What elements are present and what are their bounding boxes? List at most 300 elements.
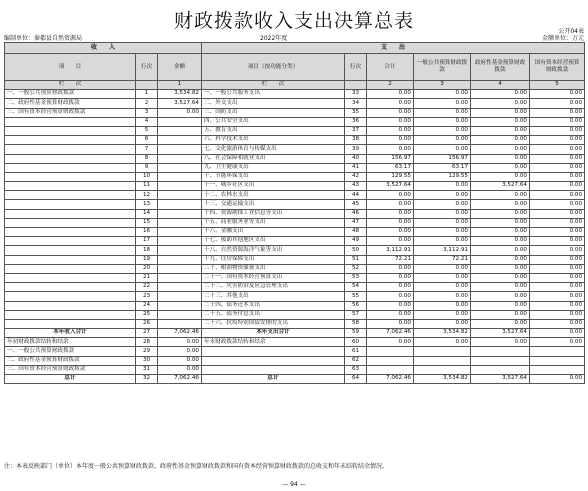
total-cell: 0.00 xyxy=(367,264,414,273)
income-amount-cell xyxy=(158,163,202,172)
header-expense: 支 出 xyxy=(202,43,585,54)
general-budget-cell: 0.00 xyxy=(414,117,471,126)
general-budget-cell: 0.00 xyxy=(414,264,471,273)
income-row-no-cell: 3 xyxy=(136,108,158,117)
expense-row-no-cell: 60 xyxy=(345,338,367,347)
state-capital-cell: 0.00 xyxy=(530,228,585,237)
header-income: 收 入 xyxy=(5,43,202,54)
table-row xyxy=(5,182,585,191)
state-capital-cell: 0.00 xyxy=(530,237,585,246)
state-capital-cell: 0.00 xyxy=(530,163,585,172)
fund-budget-cell: 0.00 xyxy=(471,292,530,301)
income-row-no-cell: 30 xyxy=(136,356,158,365)
expense-row-no-cell: 56 xyxy=(345,301,367,310)
income-amount-cell xyxy=(158,228,202,237)
fund-budget-cell xyxy=(471,347,530,356)
total-cell: 0.00 xyxy=(367,292,414,301)
expense-item-cell: 十三、交通运输支出 xyxy=(202,200,345,209)
table-row xyxy=(5,172,585,181)
fund-budget-cell: 0.00 xyxy=(471,191,530,200)
income-item-cell xyxy=(5,209,136,218)
table-row xyxy=(5,347,585,356)
income-item-cell xyxy=(5,292,136,301)
expense-row-no-cell: 43 xyxy=(345,182,367,191)
fund-budget-cell: 3,527.64 xyxy=(471,375,530,384)
state-capital-cell: 0.00 xyxy=(530,310,585,319)
expense-row-no-cell: 51 xyxy=(345,255,367,264)
total-cell: 0.00 xyxy=(367,117,414,126)
expense-item-cell: 十六、金融支出 xyxy=(202,228,345,237)
income-amount-cell xyxy=(158,246,202,255)
income-row-no-cell: 31 xyxy=(136,365,158,374)
general-budget-cell xyxy=(414,356,471,365)
income-item-cell: 三、国有资本经营预算财政拨款 xyxy=(5,365,136,374)
general-budget-cell: 0.00 xyxy=(414,292,471,301)
expense-row-no-cell: 38 xyxy=(345,136,367,145)
state-capital-cell: 0.00 xyxy=(530,264,585,273)
income-row-no-cell: 24 xyxy=(136,301,158,310)
income-amount-cell xyxy=(158,283,202,292)
expense-row-no-cell: 46 xyxy=(345,209,367,218)
fund-budget-cell: 0.00 xyxy=(471,246,530,255)
state-capital-cell: 0.00 xyxy=(530,108,585,117)
general-budget-cell: 0.00 xyxy=(414,310,471,319)
expense-item-cell: 十八、自然资源海洋气象等支出 xyxy=(202,246,345,255)
state-capital-cell: 0.00 xyxy=(530,200,585,209)
state-capital-cell: 0.00 xyxy=(530,209,585,218)
income-row-no-cell: 9 xyxy=(136,163,158,172)
state-capital-cell: 0.00 xyxy=(530,273,585,282)
total-cell: 72.21 xyxy=(367,255,414,264)
expense-row-no-cell: 52 xyxy=(345,264,367,273)
expense-item-cell: 二、外交支出 xyxy=(202,99,345,108)
income-amount-cell xyxy=(158,145,202,154)
income-amount-cell: 3,527.64 xyxy=(158,99,202,108)
final-accounts-table xyxy=(4,42,585,384)
income-item-cell xyxy=(5,273,136,282)
expense-item-cell xyxy=(202,347,345,356)
header-idx-2: 2 xyxy=(367,81,414,90)
total-cell: 129.55 xyxy=(367,172,414,181)
income-amount-cell xyxy=(158,154,202,163)
expense-row-no-cell: 57 xyxy=(345,310,367,319)
header-total: 合计 xyxy=(367,54,414,81)
expense-row-no-cell: 61 xyxy=(345,347,367,356)
header-fund: 政府性基金预算财政拨款 xyxy=(471,54,530,81)
income-amount-cell xyxy=(158,117,202,126)
total-cell: 0.00 xyxy=(367,319,414,328)
expense-row-no-cell: 36 xyxy=(345,117,367,126)
expense-item-cell: 二十六、抗疫特别国债安排的支出 xyxy=(202,319,345,328)
general-budget-cell: 63.17 xyxy=(414,163,471,172)
expense-row-no-cell: 58 xyxy=(345,319,367,328)
expense-item-cell: 二十三、其他支出 xyxy=(202,292,345,301)
fund-budget-cell: 3,527.64 xyxy=(471,182,530,191)
income-amount-cell: 3,534.82 xyxy=(158,90,202,99)
general-budget-cell: 3,112.91 xyxy=(414,246,471,255)
state-capital-cell: 0.00 xyxy=(530,126,585,135)
expense-row-no-cell: 39 xyxy=(345,145,367,154)
total-cell: 0.00 xyxy=(367,209,414,218)
income-amount-cell xyxy=(158,191,202,200)
table-row xyxy=(5,163,585,172)
report-meta xyxy=(4,33,584,42)
report-title: 财政拨款收入支出决算总表 xyxy=(173,10,414,32)
fund-budget-cell: 0.00 xyxy=(471,172,530,181)
expense-row-no-cell: 35 xyxy=(345,108,367,117)
header-row-no: 行次 xyxy=(136,54,158,81)
income-row-no-cell: 20 xyxy=(136,264,158,273)
state-capital-cell: 0.00 xyxy=(530,338,585,347)
header-row-no-2: 行次 xyxy=(345,54,367,81)
header-row-index xyxy=(5,81,585,90)
income-row-no-cell: 1 xyxy=(136,90,158,99)
table-row xyxy=(5,292,585,301)
expense-row-no-cell: 41 xyxy=(345,163,367,172)
income-item-cell xyxy=(5,154,136,163)
footnote: 注：本表反映部门（单位）本年度一般公共预算财政拨款、政府性基金预算财政拨款和国有资本经营预算财政拨款的总收支和年末结转结余情况。 xyxy=(4,463,389,470)
income-amount-cell: 0.00 xyxy=(158,365,202,374)
expense-item-cell: 二十四、债务还本支出 xyxy=(202,301,345,310)
expense-item-cell: 四、公共安全支出 xyxy=(202,117,345,126)
fund-budget-cell: 0.00 xyxy=(471,99,530,108)
income-item-cell xyxy=(5,255,136,264)
income-amount-cell xyxy=(158,292,202,301)
table-row xyxy=(5,246,585,255)
general-budget-cell xyxy=(414,365,471,374)
expense-item-cell: 十、节能环保支出 xyxy=(202,172,345,181)
general-budget-cell: 0.00 xyxy=(414,283,471,292)
income-amount-cell: 7,062.46 xyxy=(158,329,202,338)
fund-budget-cell: 0.00 xyxy=(471,108,530,117)
table-row xyxy=(5,301,585,310)
header-row-columns xyxy=(5,54,585,81)
income-row-no-cell: 22 xyxy=(136,283,158,292)
income-row-no-cell: 28 xyxy=(136,338,158,347)
header-row-sections xyxy=(5,43,585,54)
income-amount-cell: 0.00 xyxy=(158,347,202,356)
expense-row-no-cell: 62 xyxy=(345,356,367,365)
income-item-cell xyxy=(5,163,136,172)
total-cell: 0.00 xyxy=(367,283,414,292)
income-item-cell xyxy=(5,228,136,237)
fund-budget-cell: 0.00 xyxy=(471,126,530,135)
header-func-item: 项目（按功能分类） xyxy=(202,54,345,81)
total-cell: 0.00 xyxy=(367,237,414,246)
state-capital-cell: 0.00 xyxy=(530,145,585,154)
state-capital-cell: 0.00 xyxy=(530,172,585,181)
total-cell: 3,112.91 xyxy=(367,246,414,255)
general-budget-cell: 72.21 xyxy=(414,255,471,264)
general-budget-cell: 0.00 xyxy=(414,126,471,135)
income-row-no-cell: 12 xyxy=(136,191,158,200)
income-row-no-cell: 5 xyxy=(136,126,158,135)
header-idx-3: 3 xyxy=(414,81,471,90)
general-budget-cell: 0.00 xyxy=(414,301,471,310)
expense-item-cell: 年末财政拨款结转和结余 xyxy=(202,338,345,347)
income-row-no-cell: 4 xyxy=(136,117,158,126)
expense-row-no-cell: 63 xyxy=(345,365,367,374)
income-row-no-cell: 7 xyxy=(136,145,158,154)
income-amount-cell: 0.00 xyxy=(158,356,202,365)
income-item-cell xyxy=(5,246,136,255)
header-idx-1: 1 xyxy=(158,81,202,90)
table-row xyxy=(5,99,585,108)
expense-item-cell: 六、科学技术支出 xyxy=(202,136,345,145)
compiling-unit: 编制单位：秦都县自然资源局 xyxy=(4,35,83,42)
fund-budget-cell: 0.00 xyxy=(471,163,530,172)
total-cell: 0.00 xyxy=(367,90,414,99)
state-capital-cell: 0.00 xyxy=(530,283,585,292)
fund-budget-cell: 0.00 xyxy=(471,338,530,347)
table-row xyxy=(5,264,585,273)
fund-budget-cell xyxy=(471,356,530,365)
total-cell: 0.00 xyxy=(367,310,414,319)
fund-budget-cell: 0.00 xyxy=(471,283,530,292)
expense-item-cell: 二十五、债务付息支出 xyxy=(202,310,345,319)
expense-row-no-cell: 45 xyxy=(345,200,367,209)
total-cell: 0.00 xyxy=(367,338,414,347)
general-budget-cell: 0.00 xyxy=(414,99,471,108)
expense-row-no-cell: 40 xyxy=(345,154,367,163)
expense-item-cell: 本年支出合计 xyxy=(202,329,345,338)
income-amount-cell xyxy=(158,237,202,246)
total-cell: 0.00 xyxy=(367,200,414,209)
expense-row-no-cell: 37 xyxy=(345,126,367,135)
state-capital-cell: 0.00 xyxy=(530,136,585,145)
expense-item-cell: 十二、农林水支出 xyxy=(202,191,345,200)
state-capital-cell: 0.00 xyxy=(530,218,585,227)
state-capital-cell xyxy=(530,347,585,356)
income-item-cell xyxy=(5,319,136,328)
income-row-no-cell: 13 xyxy=(136,200,158,209)
expense-row-no-cell: 55 xyxy=(345,292,367,301)
income-row-no-cell: 19 xyxy=(136,255,158,264)
income-amount-cell xyxy=(158,126,202,135)
state-capital-cell xyxy=(530,356,585,365)
income-amount-cell xyxy=(158,264,202,273)
expense-row-no-cell: 44 xyxy=(345,191,367,200)
income-row-no-cell: 17 xyxy=(136,237,158,246)
general-budget-cell: 0.00 xyxy=(414,319,471,328)
expense-item-cell: 一、一般公共服务支出 xyxy=(202,90,345,99)
fund-budget-cell: 0.00 xyxy=(471,117,530,126)
table-row xyxy=(5,136,585,145)
income-item-cell xyxy=(5,117,136,126)
fund-budget-cell: 3,527.64 xyxy=(471,329,530,338)
income-item-cell: 二、政府性基金预算财政拨款 xyxy=(5,356,136,365)
total-cell: 0.00 xyxy=(367,99,414,108)
fund-budget-cell: 0.00 xyxy=(471,209,530,218)
expense-row-no-cell: 48 xyxy=(345,228,367,237)
general-budget-cell: 3,534.82 xyxy=(414,329,471,338)
fund-budget-cell: 0.00 xyxy=(471,310,530,319)
table-body xyxy=(5,43,585,384)
income-row-no-cell: 10 xyxy=(136,172,158,181)
table-row xyxy=(5,375,585,384)
income-amount-cell xyxy=(158,182,202,191)
total-cell: 0.00 xyxy=(367,126,414,135)
fund-budget-cell: 0.00 xyxy=(471,200,530,209)
total-cell: 156.97 xyxy=(367,154,414,163)
expense-item-cell: 九、卫生健康支出 xyxy=(202,163,345,172)
income-amount-cell xyxy=(158,200,202,209)
income-item-cell xyxy=(5,145,136,154)
total-cell: 0.00 xyxy=(367,108,414,117)
state-capital-cell: 0.00 xyxy=(530,191,585,200)
income-row-no-cell: 14 xyxy=(136,209,158,218)
total-cell xyxy=(367,365,414,374)
income-row-no-cell: 6 xyxy=(136,136,158,145)
table-row xyxy=(5,365,585,374)
income-row-no-cell: 27 xyxy=(136,329,158,338)
income-amount-cell: 0.00 xyxy=(158,338,202,347)
income-item-cell xyxy=(5,172,136,181)
expense-row-no-cell: 34 xyxy=(345,99,367,108)
table-row xyxy=(5,310,585,319)
income-item-cell xyxy=(5,237,136,246)
income-row-no-cell: 29 xyxy=(136,347,158,356)
expense-item-cell: 十一、城乡社区支出 xyxy=(202,182,345,191)
income-item-cell xyxy=(5,182,136,191)
fund-budget-cell: 0.00 xyxy=(471,136,530,145)
expense-row-no-cell: 47 xyxy=(345,218,367,227)
income-row-no-cell: 11 xyxy=(136,182,158,191)
income-row-no-cell: 25 xyxy=(136,310,158,319)
state-capital-cell: 0.00 xyxy=(530,154,585,163)
total-cell: 7,062.46 xyxy=(367,375,414,384)
state-capital-cell: 0.00 xyxy=(530,117,585,126)
income-item-cell: 总计 xyxy=(5,375,136,384)
fund-budget-cell: 0.00 xyxy=(471,145,530,154)
fund-budget-cell: 0.00 xyxy=(471,237,530,246)
table-row xyxy=(5,209,585,218)
total-cell: 0.00 xyxy=(367,145,414,154)
table-row xyxy=(5,117,585,126)
fund-budget-cell: 0.00 xyxy=(471,319,530,328)
table-row xyxy=(5,228,585,237)
income-amount-cell xyxy=(158,255,202,264)
income-amount-cell xyxy=(158,319,202,328)
state-capital-cell xyxy=(530,365,585,374)
income-item-cell xyxy=(5,310,136,319)
form-number: 公开04表 xyxy=(558,28,584,35)
table-row xyxy=(5,218,585,227)
income-row-no-cell: 18 xyxy=(136,246,158,255)
expense-row-no-cell: 54 xyxy=(345,283,367,292)
general-budget-cell: 0.00 xyxy=(414,136,471,145)
header-lanci-2: 栏 次 xyxy=(202,81,345,90)
income-item-cell xyxy=(5,200,136,209)
total-cell xyxy=(367,356,414,365)
income-item-cell xyxy=(5,191,136,200)
income-item-cell: 本年收入合计 xyxy=(5,329,136,338)
general-budget-cell: 0.00 xyxy=(414,182,471,191)
total-cell: 3,527.64 xyxy=(367,182,414,191)
expense-row-no-cell: 59 xyxy=(345,329,367,338)
total-cell: 0.00 xyxy=(367,228,414,237)
income-item-cell xyxy=(5,218,136,227)
general-budget-cell: 0.00 xyxy=(414,191,471,200)
general-budget-cell: 0.00 xyxy=(414,273,471,282)
fund-budget-cell: 0.00 xyxy=(471,264,530,273)
table-row xyxy=(5,319,585,328)
state-capital-cell: 0.00 xyxy=(530,255,585,264)
income-amount-cell xyxy=(158,172,202,181)
table-row xyxy=(5,200,585,209)
fund-budget-cell: 0.00 xyxy=(471,218,530,227)
general-budget-cell xyxy=(414,347,471,356)
income-amount-cell xyxy=(158,273,202,282)
expense-item-cell: 十四、资源勘探工业信息等支出 xyxy=(202,209,345,218)
state-capital-cell: 0.00 xyxy=(530,319,585,328)
income-row-no-cell: 2 xyxy=(136,99,158,108)
total-cell: 0.00 xyxy=(367,301,414,310)
money-unit: 金额单位：万元 xyxy=(541,35,584,42)
header-idx-5: 5 xyxy=(530,81,585,90)
expense-row-no-cell: 53 xyxy=(345,273,367,282)
table-row xyxy=(5,145,585,154)
total-cell: 63.17 xyxy=(367,163,414,172)
expense-row-no-cell: 33 xyxy=(345,90,367,99)
income-item-cell: 三、国有资本经营预算财政拨款 xyxy=(5,108,136,117)
expense-item-cell: 二十一、国有资本经营预算支出 xyxy=(202,273,345,282)
expense-row-no-cell: 64 xyxy=(345,375,367,384)
expense-item-cell: 二十二、灾害防治及应急管理支出 xyxy=(202,283,345,292)
fund-budget-cell: 0.00 xyxy=(471,301,530,310)
state-capital-cell: 0.00 xyxy=(530,99,585,108)
general-budget-cell: 0.00 xyxy=(414,200,471,209)
income-amount-cell xyxy=(158,310,202,319)
table-row xyxy=(5,273,585,282)
general-budget-cell: 156.97 xyxy=(414,154,471,163)
general-budget-cell: 0.00 xyxy=(414,145,471,154)
table-row xyxy=(5,329,585,338)
total-cell: 0.00 xyxy=(367,218,414,227)
expense-item-cell: 二十、粮油物资储备支出 xyxy=(202,264,345,273)
fund-budget-cell: 0.00 xyxy=(471,255,530,264)
income-item-cell xyxy=(5,301,136,310)
state-capital-cell: 0.00 xyxy=(530,246,585,255)
header-item: 项 目 xyxy=(5,54,136,81)
state-capital-cell: 0.00 xyxy=(530,292,585,301)
header-state: 国有资本经营预算财政拨款 xyxy=(530,54,585,81)
income-row-no-cell: 26 xyxy=(136,319,158,328)
general-budget-cell: 0.00 xyxy=(414,218,471,227)
header-amount: 金额 xyxy=(158,54,202,81)
income-row-no-cell: 23 xyxy=(136,292,158,301)
table-row xyxy=(5,356,585,365)
state-capital-cell: 0.00 xyxy=(530,329,585,338)
header-idx-4: 4 xyxy=(471,81,530,90)
income-item-cell xyxy=(5,283,136,292)
table-row xyxy=(5,255,585,264)
table-row xyxy=(5,191,585,200)
table-row xyxy=(5,283,585,292)
income-row-no-cell: 32 xyxy=(136,375,158,384)
expense-item-cell: 五、教育支出 xyxy=(202,126,345,135)
general-budget-cell: 3,534.82 xyxy=(414,375,471,384)
fund-budget-cell: 0.00 xyxy=(471,273,530,282)
general-budget-cell: 0.00 xyxy=(414,228,471,237)
table-row xyxy=(5,90,585,99)
table-row xyxy=(5,237,585,246)
expense-item-cell: 总计 xyxy=(202,375,345,384)
expense-item-cell: 八、社会保障和就业支出 xyxy=(202,154,345,163)
table-row xyxy=(5,126,585,135)
report-year: 2022年度 xyxy=(260,35,288,42)
fund-budget-cell: 0.00 xyxy=(471,90,530,99)
